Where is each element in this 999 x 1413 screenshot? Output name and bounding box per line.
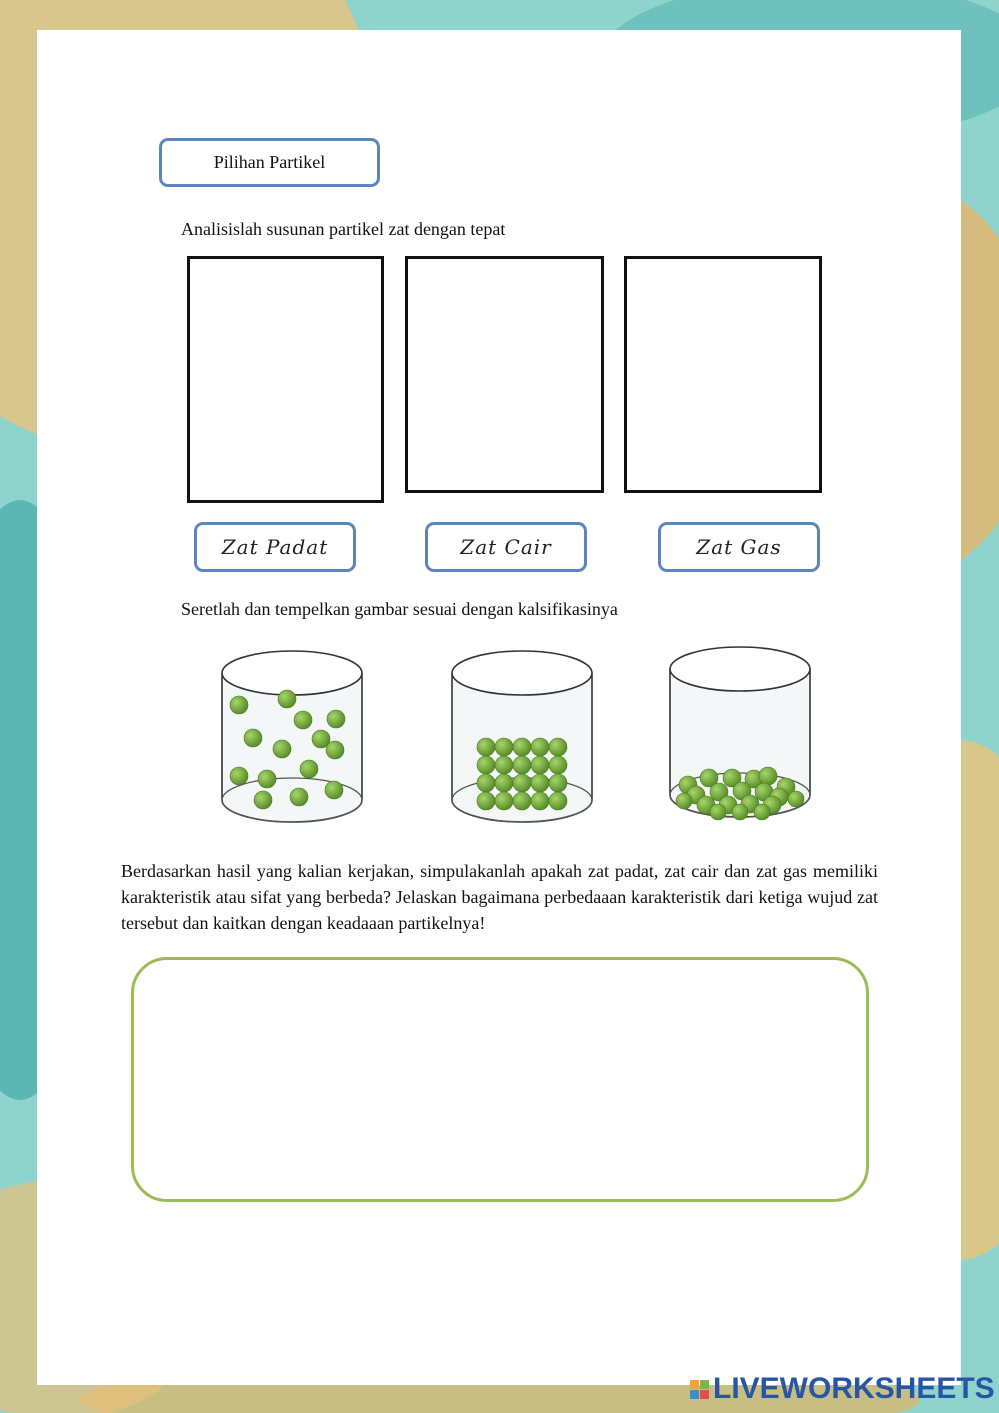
drop-zone-cair[interactable] (405, 256, 604, 493)
drop-zone-padat[interactable] (187, 256, 384, 503)
liveworksheets-logo (690, 1372, 995, 1406)
label-zat-padat: Zat Padat (194, 522, 356, 572)
answer-text-area[interactable] (131, 957, 869, 1202)
instruction-analyze: Analisislah susunan partikel zat dengan tepat (181, 219, 506, 239)
logo-text: LIVEWORKSHEETS (713, 1372, 995, 1405)
logo-squares-icon (690, 1380, 709, 1399)
solid-particles-jar[interactable] (446, 645, 598, 830)
drop-zone-gas[interactable] (624, 256, 822, 493)
label-zat-cair: Zat Cair (425, 522, 587, 572)
label-zat-gas: Zat Gas (658, 522, 820, 572)
conclusion-question: Berdasarkan hasil yang kalian kerjakan, simpulakanlah apakah zat padat, zat cair dan zat gas memiliki karakteristik atau sifat yang berbeda? Jelaskan bagaimana perbedaaan karakteristik dari ketiga wujud zat tersebut dan kaitkan dengan keadaaan partikelnya! (121, 861, 878, 933)
page-title: Pilihan Partikel (159, 138, 380, 187)
instruction-drag: Seretlah dan tempelkan gambar sesuai dengan kalsifikasinya (181, 599, 618, 619)
liquid-particles-jar[interactable] (664, 645, 816, 830)
gas-particles-jar[interactable] (216, 645, 368, 830)
